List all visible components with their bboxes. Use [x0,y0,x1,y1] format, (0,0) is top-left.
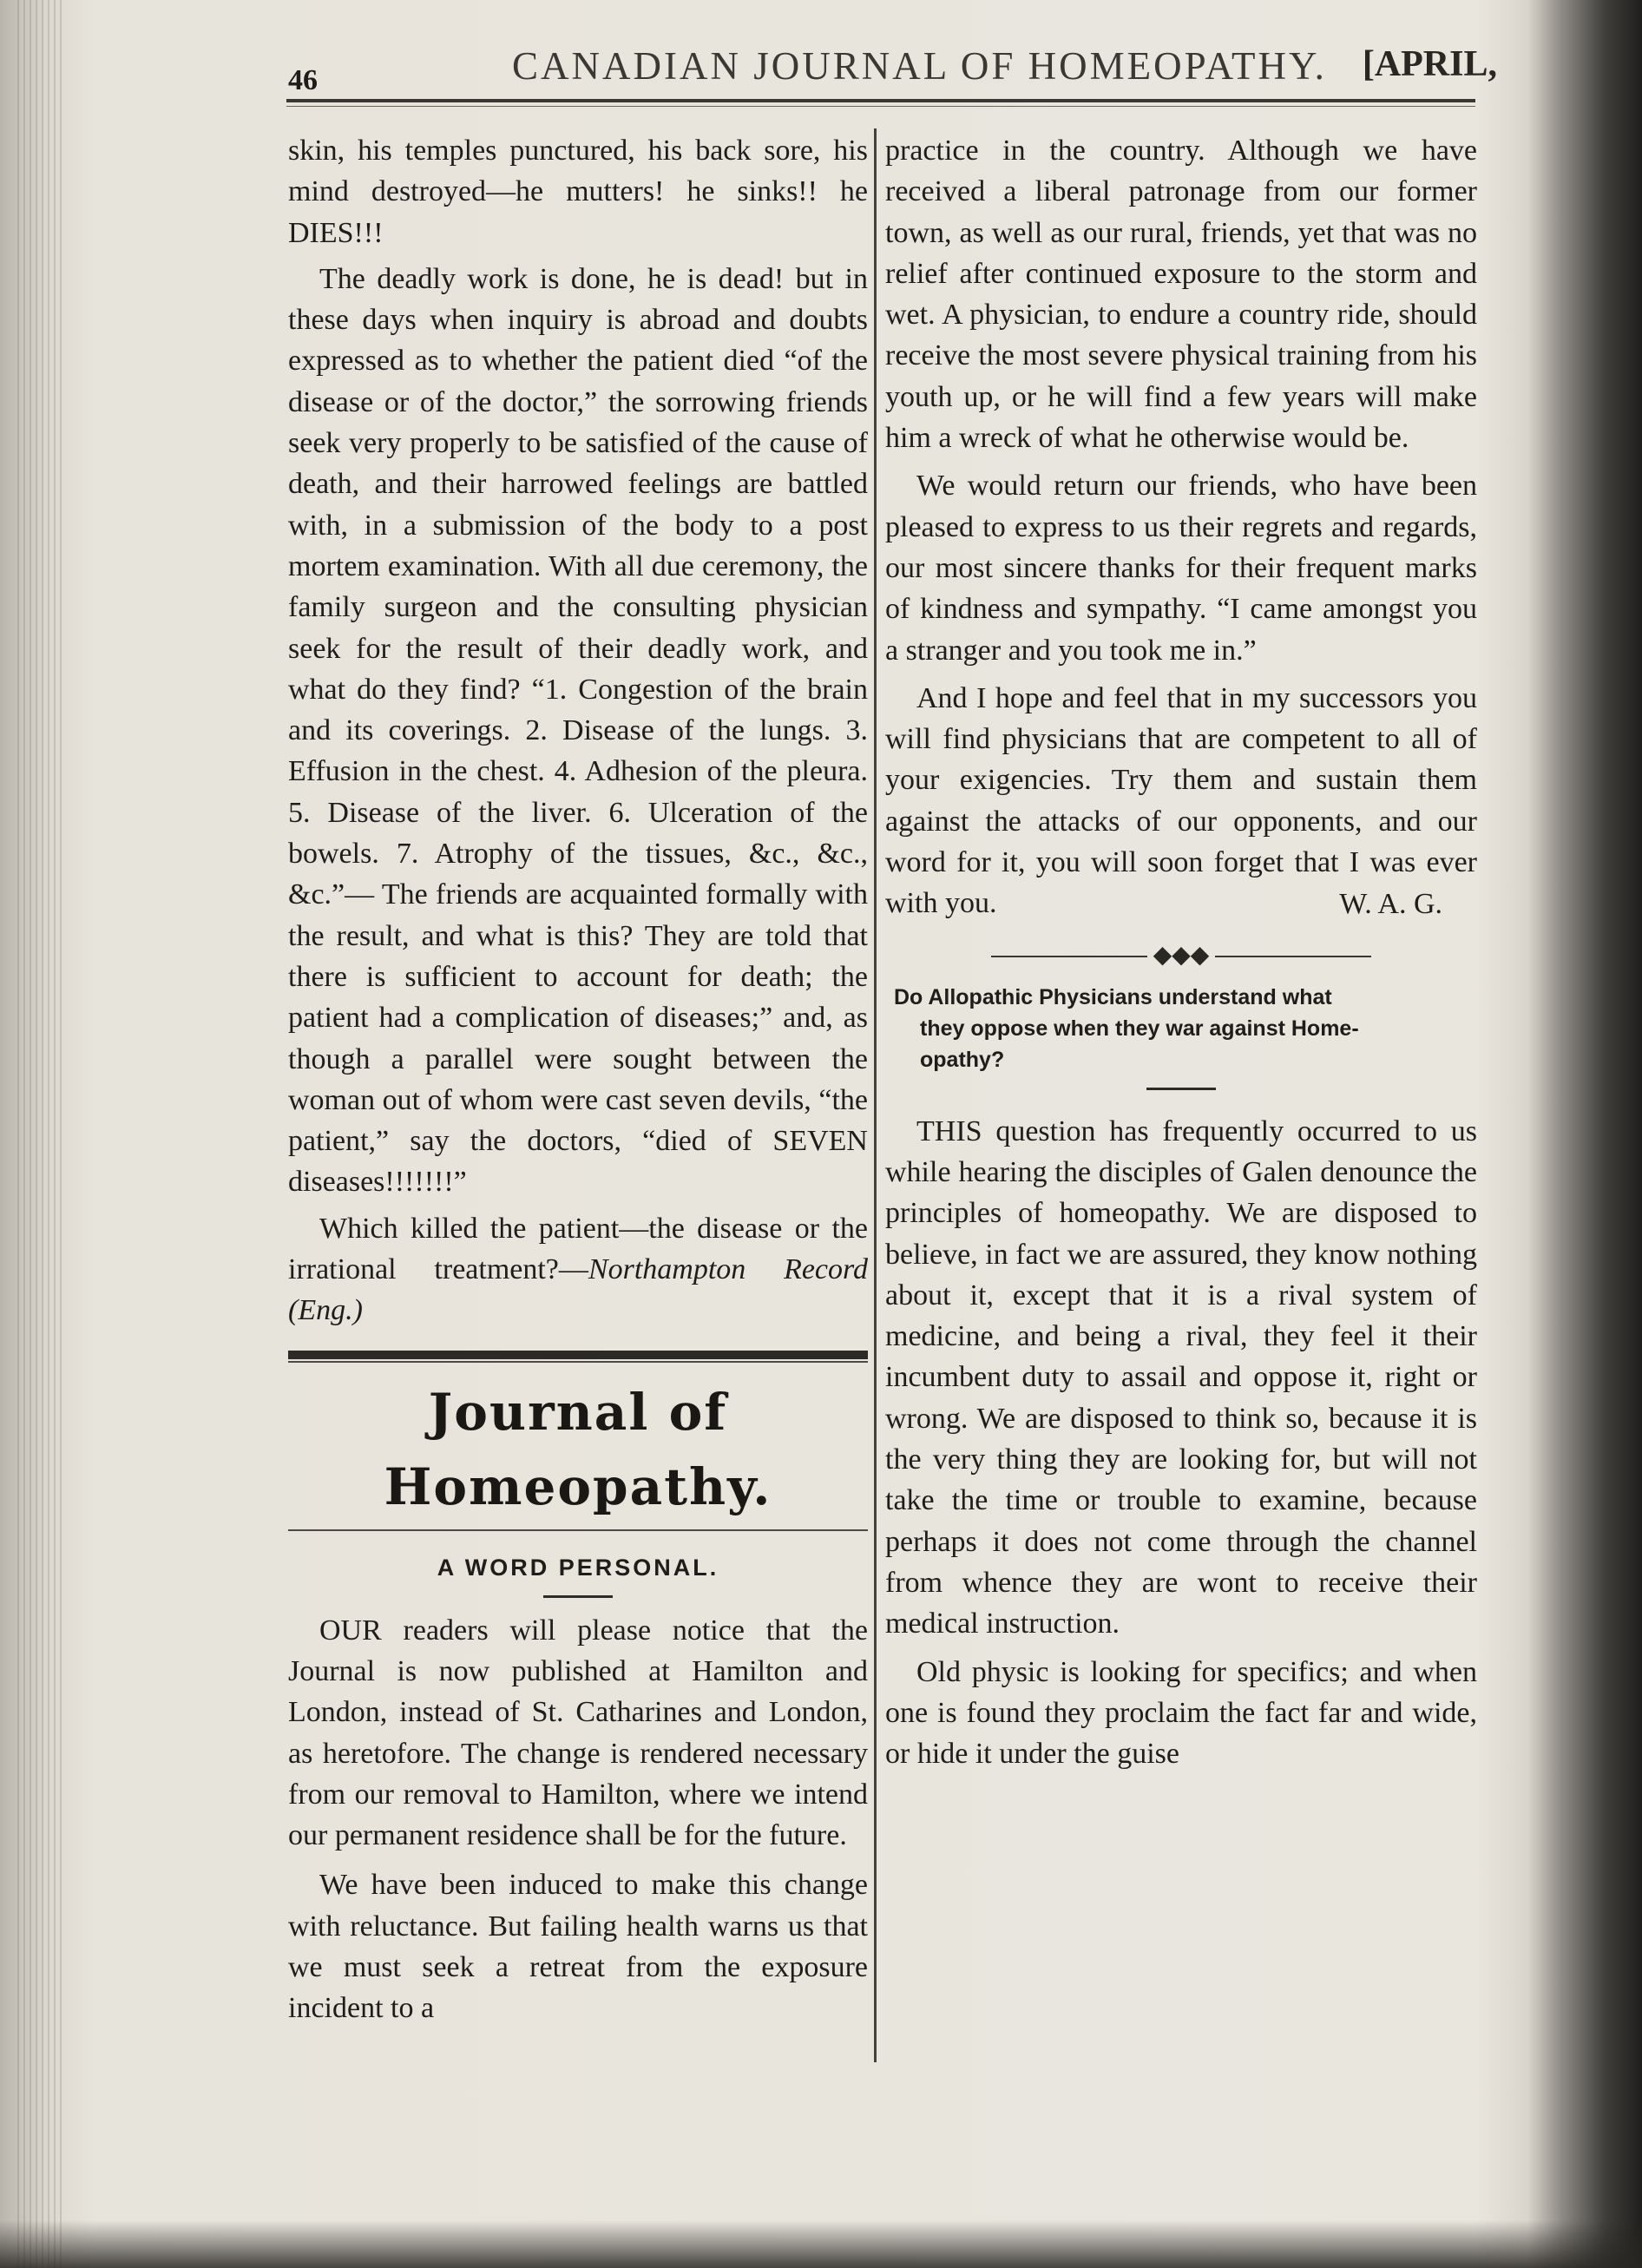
masthead-rule-thin [288,1361,868,1363]
right-column [885,130,1477,1774]
paragraph-continued: skin, his temples punctured, his back sore, his mind destroyed—he mutters! he sinks!! he DIES!!! [288,135,868,249]
header-rule-thin [286,106,1475,107]
article-title-line-3: opathy? [920,1047,1005,1072]
author-signature: W. A. G. [1339,887,1442,920]
column-divider [874,128,877,2062]
short-rule [543,1595,613,1598]
paragraph-thanks: We would return our friends, who have been pleased to express to us their regrets and regards, our most sincere thanks for their frequent marks of kindness and sympathy. “I came amongst you a stranger and you took me in.” [885,470,1477,667]
left-column [288,130,868,2029]
source-citation: Northampton Record (Eng.) [288,1253,868,1327]
journal-masthead: Journal of Homeopathy. [384,1382,772,1516]
journal-title: CANADIAN JOURNAL OF HOMEOPATHY. [512,44,1327,88]
header-rule [286,99,1475,102]
running-head [278,36,1497,97]
paragraph-which-killed [288,1208,868,1331]
issue-month: [APRIL, [1362,44,1497,84]
paragraph-question: THIS question has frequently occurred to us while hearing the disciples of Galen denounce the principles of homeopathy. We are disposed to believe, in fact we are assured, they know nothing about it, except that it is a rival system of medicine, and being a rival, they feel it their incumbent duty to assail and oppose it, right or wrong. We are disposed to think so, because it is the very thing they are looking for, but will not take the time or trouble to examine, because perhaps it does not come through the channel from whence they are wont to receive their medical instruction. [885,1114,1477,1640]
masthead-rule-thick [288,1351,868,1359]
article-title-line-2: they oppose when they war against Home- [920,1016,1359,1041]
article-title-rule [1146,1088,1216,1090]
paragraph-readers-notice: OUR readers will please notice that the Journal is now published at Hamilton and London, instead of St. Catharines and London, as heretofore. The change is rendered necessary from our removal to Hamilton, where we intend our permanent residence shall be for the future. [288,1614,868,1852]
ornament-diamonds: ◆◆◆ [1153,941,1210,969]
paragraph-old-physic: Old physic is looking for specifics; and when one is found they proclaim the fact far and wide, or hide it under the guise [885,1655,1477,1771]
section-ornament [885,938,1477,973]
ornament-line-left [991,956,1147,957]
article-title-line-1: Do Allopathic Physicians understand what [894,984,1332,1009]
paragraph-post-mortem: The deadly work is done, he is dead! but in these days when inquiry is abroad and doubts expressed as to whether the patient died “of the disease or of the doctor,” the sorrowing friends seek very properly to be satisfied of the cause of death, and their harrowed feelings are battled with, in a submission of the body to a post mortem examination. With all due ceremony, the family surgeon and the consulting physician seek for the result of their deadly work, and what do they find? “1. Congestion of the brain and its coverings. 2. Disease of the lungs. 3. Effusion in the chest. 4. Adhesion of the pleura. 5. Disease of the liver. 6. Ulceration of the bowels. 7. Atrophy of the tissues, &c., &c., &c.”— The friends are acquainted formally with the result, and what is this? They are told that there is sufficient to account for death; the patient had a complication of diseases;” and, as though a parallel were sought between the woman out of whom were cast seven devils, “the patient,” say the doctors, “died of SEVEN diseases!!!!!!!” [288,262,868,1199]
paragraph-practice-country: practice in the country. Although we have received a liberal patronage from our former town, as well as our rural, friends, yet that was no relief after continued exposure to the storm and wet. A physician, to endure a country ride, should receive the most severe physical training from his youth up, or he will find a few years will make him a wreck of what he otherwise would be. [885,135,1477,455]
paragraph-reluctance: We have been induced to make this change with reluctance. But failing health warns us that we must seek a retreat from the exposure incident to a [288,1869,868,2025]
paragraph-successors: And I hope and feel that in my successors you will find physicians that are competent to all of your exigencies. Try them and sustain them against the attacks of our opponents, and our word for it, you will soon forget that I was ever with you. [885,681,1477,920]
paragraph-which-killed-text: Which killed the patient—the disease or the irrational treatment?— [288,1212,868,1286]
article-title [885,982,1477,1075]
book-binding-edge [17,0,65,2268]
page-number: 46 [288,64,318,96]
section-heading: A WORD PERSONAL. [437,1554,719,1581]
masthead-under-rule [288,1529,868,1531]
bottom-page-shadow [0,2220,1642,2268]
ornament-line-right [1215,956,1371,957]
